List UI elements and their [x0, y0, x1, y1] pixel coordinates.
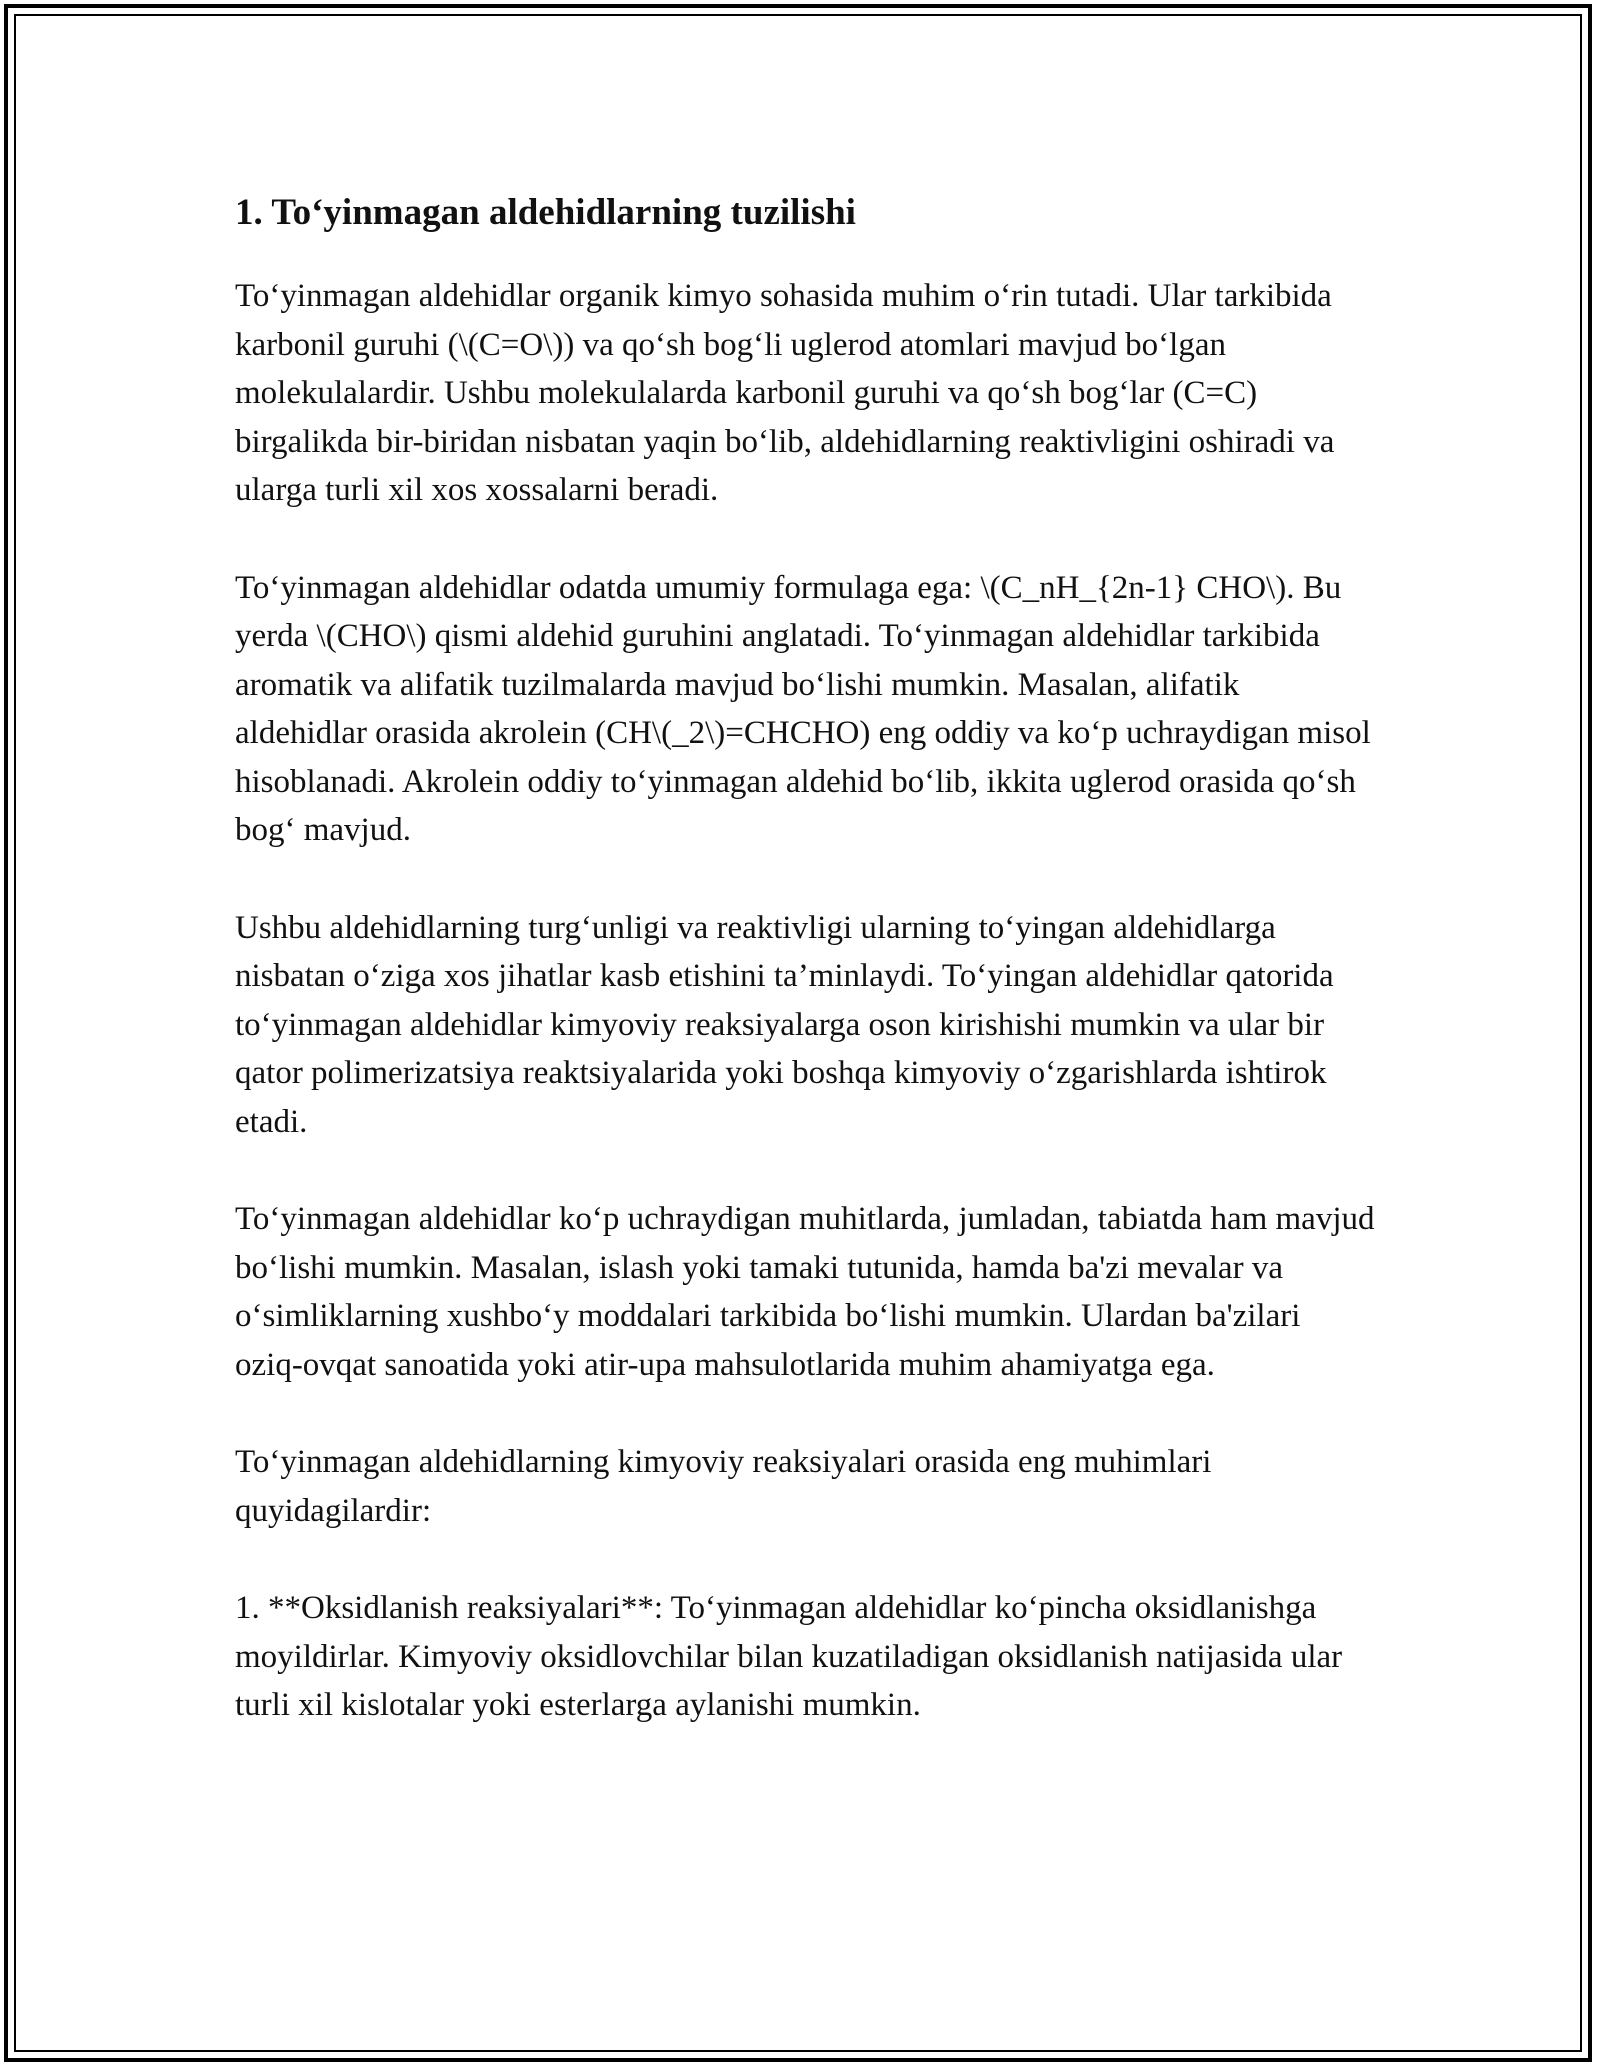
section-heading: 1. To‘yinmagan aldehidlarning tuzilishi: [235, 192, 856, 233]
paragraph-oxidation-reactions: 1. **Oksidlanish reaksiyalari**: To‘yinmagan aldehidlar ko‘pincha oksidlanishga moyildirlar. Kimyoviy oksidlovchilar bilan kuzatiladigan oksidlanish natijasida ular turli xil kislotalar yoki esterlarga aylanishi mumkin.: [235, 1590, 1343, 1723]
paragraph-stability-reactivity: Ushbu aldehidlarning turg‘unligi va reaktivligi ularning to‘yingan aldehidlarga nisbatan o‘ziga xos jihatlar kasb etishini ta’minlaydi. To‘yingan aldehidlar qatorida to‘yinmagan aldehidlar kimyoviy reaksiyalarga oson kirishishi mumkin va ular bir qator polimerizatsiya reaktsiyalarida yoki boshqa kimyoviy o‘zgarishlarda ishtirok etadi.: [235, 909, 1334, 1140]
document-body: [235, 188, 1375, 1779]
paragraph-reactions-intro: To‘yinmagan aldehidlarning kimyoviy reaksiyalari orasida eng muhimlari quyidagilardir:: [235, 1444, 1212, 1529]
paragraph-general-formula: To‘yinmagan aldehidlar odatda umumiy formulaga ega: \(C_nH_{2n-1} CHO\). Bu yerda \(CHO\) qismi aldehid guruhini anglatadi. To‘yinmagan aldehidlar tarkibida aromatik va alifatik tuzilmalarda mavjud bo‘lishi mumkin. Masalan, alifatik aldehidlar orasida akrolein (CH\(_2\)=CHCHO) eng oddiy va ko‘p uchraydigan misol hisoblanadi. Akrolein oddiy to‘yinmagan aldehid bo‘lib, ikkita uglerod orasida qo‘sh bog‘ mavjud.: [235, 569, 1371, 848]
paragraph-natural-occurrence: To‘yinmagan aldehidlar ko‘p uchraydigan muhitlarda, jumladan, tabiatda ham mavjud bo‘lishi mumkin. Masalan, islash yoki tamaki tutunida, hamda ba'zi mevalar va o‘simliklarning xushbo‘y moddalari tarkibida bo‘lishi mumkin. Ulardan ba'zilari oziq-ovqat sanoatida yoki atir-upa mahsulotlarida muhim ahamiyatga ega.: [235, 1201, 1375, 1383]
paragraph-structure-intro: To‘yinmagan aldehidlar organik kimyo sohasida muhim o‘rin tutadi. Ular tarkibida karbonil guruhi (\(C=O\)) va qo‘sh bog‘li uglerod atomlari mavjud bo‘lgan molekulalardir. Ushbu molekulalarda karbonil guruhi va qo‘sh bog‘lar (C=C) birgalikda bir-biridan nisbatan yaqin bo‘lib, aldehidlarning reaktivligini oshiradi va ularga turli xil xos xossalarni beradi.: [235, 278, 1335, 508]
